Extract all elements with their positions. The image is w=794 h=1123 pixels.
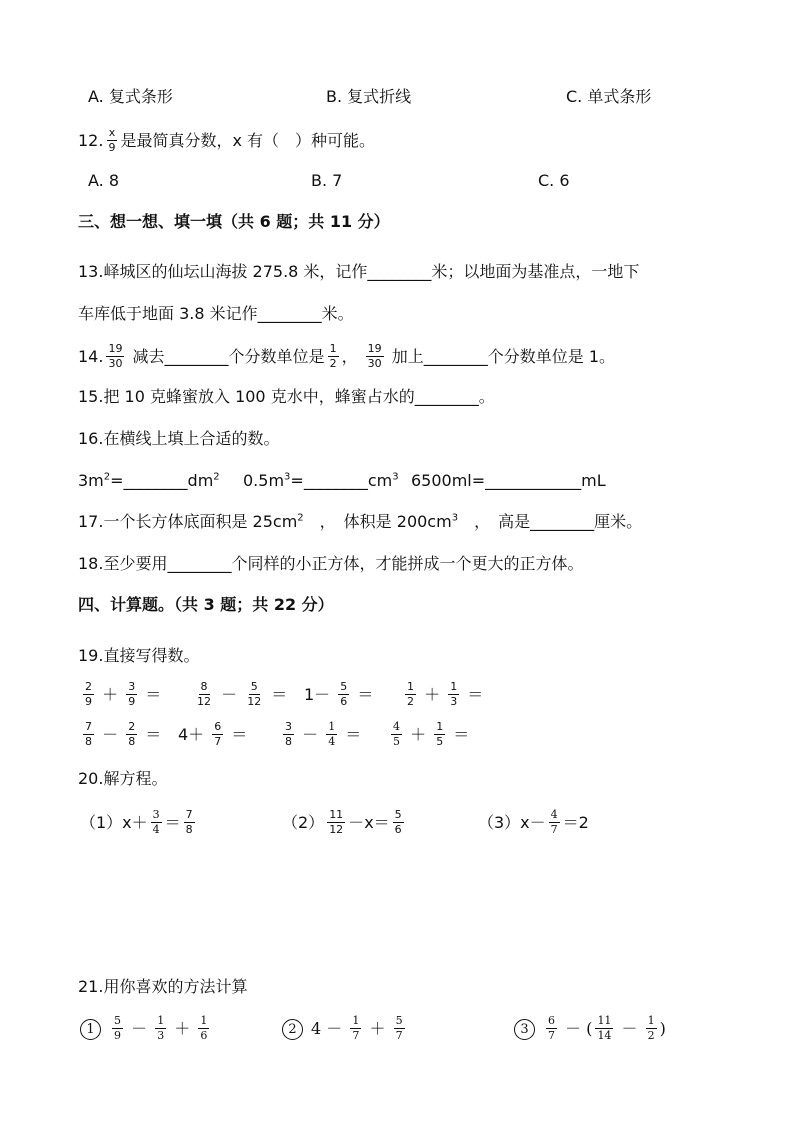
q13-line2: 车库低于地面 3.8 米记作________米。 <box>78 304 354 323</box>
q19-8-a-num: 4 <box>393 720 400 733</box>
q19-3-fraction <box>338 681 349 708</box>
q20-2-rden: 6 <box>394 823 402 836</box>
q19-5-fraction-b <box>126 721 137 748</box>
q14-number: 14. <box>78 347 104 366</box>
q19-2-eq: ＝ <box>271 685 288 704</box>
q19-8-op: ＋ <box>410 725 427 744</box>
q21-1-f2-num: 1 <box>157 1014 165 1027</box>
q19-1-b-num: 3 <box>128 680 136 693</box>
q16-a-sup2: 2 <box>213 471 220 483</box>
q21-3-f3 <box>646 1015 657 1042</box>
q12-option-a: A. 8 <box>88 171 120 190</box>
q16-b-sup2: 3 <box>392 471 399 483</box>
q21-1-f3-num: 1 <box>200 1014 208 1027</box>
q19-2-b-den: 12 <box>247 695 262 708</box>
q19-5-b-den: 8 <box>128 735 136 748</box>
q14-fraction-2 <box>328 343 339 370</box>
q21-item-2 <box>282 1016 408 1043</box>
q17-sup-a: 2 <box>297 512 304 524</box>
q21-3-f2 <box>595 1015 613 1042</box>
q19-5-a-num: 7 <box>85 720 92 733</box>
q21-3-f3-den: 2 <box>647 1029 655 1042</box>
q19-1-a-den: 9 <box>85 695 92 708</box>
q20-3-num: 4 <box>550 808 558 821</box>
q16-fill-b <box>243 470 399 492</box>
q21-1-f1-num: 5 <box>114 1014 121 1027</box>
q19-8-fraction-a <box>391 721 402 748</box>
q16-question: 16.在横线上填上合适的数。 <box>78 429 280 448</box>
q21-item-1 <box>80 1016 212 1043</box>
q21-1-f1-den: 9 <box>114 1029 121 1042</box>
q16-fill-c: 6500ml=____________mL <box>411 471 606 490</box>
q20-1-den: 4 <box>152 823 160 836</box>
q19-item-3 <box>304 682 373 709</box>
q21-2-f2-den: 7 <box>395 1029 403 1042</box>
q12-fraction <box>106 127 117 154</box>
q19-7-b-num: 1 <box>328 720 336 733</box>
q12-option-b: B. 7 <box>311 171 343 190</box>
q21-1-f3-den: 6 <box>200 1029 208 1042</box>
q19-7-op: － <box>302 725 319 744</box>
q19-7-fraction-b <box>326 721 337 748</box>
q20-3-mid: ＝2 <box>562 813 589 832</box>
q14-f2-denominator: 2 <box>329 357 337 370</box>
q19-6-pre: 4＋ <box>178 725 205 744</box>
q19-8-a-den: 5 <box>393 735 400 748</box>
q20-2-num: 11 <box>329 808 344 821</box>
q19-2-a-den: 12 <box>197 695 211 708</box>
q21-3-f3-num: 1 <box>647 1014 655 1027</box>
q16-a-pre: 3m <box>78 471 104 490</box>
q19-4-fraction-b <box>448 681 459 708</box>
q14-fraction-3 <box>366 343 384 370</box>
q19-2-fraction-a <box>195 681 213 708</box>
q13-line1: 13.峄城区的仙坛山海拔 275.8 米，记作________米；以地面为基准点，一地下 <box>78 262 640 281</box>
q12-option-c: C. 6 <box>538 171 570 190</box>
q19-8-b-den: 5 <box>436 735 444 748</box>
q16-b-sup: 3 <box>284 471 291 483</box>
q19-1-eq: ＝ <box>145 685 162 704</box>
q21-2-f1-den: 7 <box>352 1029 360 1042</box>
q19-8-eq: ＝ <box>453 725 470 744</box>
q19-4-fraction-a <box>405 681 416 708</box>
q19-6-eq: ＝ <box>231 725 248 744</box>
q19-item-7 <box>280 722 361 749</box>
q20-2-label: （2） <box>282 813 325 832</box>
q20-item-2 <box>282 810 407 837</box>
q21-3-f1-num: 6 <box>548 1014 555 1027</box>
q21-3-op1: － ( <box>565 1019 593 1038</box>
q21-1-f1 <box>112 1015 123 1042</box>
q19-3-den: 6 <box>340 695 348 708</box>
q17-text-b: ， 体积是 200cm <box>319 512 452 531</box>
q19-2-b-num: 5 <box>250 680 258 693</box>
q19-7-fraction-a <box>283 721 294 748</box>
q19-item-8 <box>388 722 469 749</box>
q16-a-sup: 2 <box>103 471 111 483</box>
q20-1-result <box>184 809 195 836</box>
q20-item-3 <box>478 810 589 837</box>
q19-4-a-den: 2 <box>407 695 414 708</box>
q19-4-eq: ＝ <box>467 685 484 704</box>
q20-1-num: 3 <box>152 808 160 821</box>
q21-2-f2-num: 5 <box>395 1014 403 1027</box>
q19-5-b-num: 2 <box>128 720 136 733</box>
q21-marker-1: 1 <box>80 1019 101 1040</box>
q19-7-eq: ＝ <box>345 725 362 744</box>
q19-7-a-den: 8 <box>285 735 292 748</box>
q19-7-b-den: 4 <box>328 735 336 748</box>
q21-1-f2-den: 3 <box>157 1029 165 1042</box>
q20-1-fraction <box>151 809 162 836</box>
q19-5-a-den: 8 <box>85 735 92 748</box>
q21-1-f2 <box>155 1015 166 1042</box>
q12-question <box>78 128 375 155</box>
q20-question: 20.解方程。 <box>78 769 168 788</box>
section3-title: 三、想一想、填一填（共 6 题；共 11 分） <box>78 212 390 231</box>
q12-number: 12. <box>78 131 104 150</box>
q19-1-b-den: 9 <box>128 695 136 708</box>
q19-item-6 <box>178 722 247 749</box>
q19-4-b-den: 3 <box>450 695 458 708</box>
q14-f1-denominator: 30 <box>108 357 123 370</box>
q12-fraction-denominator: 9 <box>108 141 116 154</box>
q21-3-op2: － <box>621 1019 638 1038</box>
q20-2-result <box>393 809 404 836</box>
q19-1-op: ＋ <box>102 685 119 704</box>
q21-item-3 <box>514 1016 666 1043</box>
q21-2-op: ＋ <box>369 1019 386 1038</box>
q19-item-4 <box>402 682 483 709</box>
q12-fraction-numerator: x <box>108 126 116 139</box>
q20-2-mid: －x＝ <box>348 813 390 832</box>
q14-f1-numerator: 19 <box>108 342 123 355</box>
q19-3-num: 5 <box>340 680 348 693</box>
q19-2-op: － <box>221 685 238 704</box>
q19-1-fraction-a <box>83 681 94 708</box>
q21-2-f1-num: 1 <box>352 1014 360 1027</box>
q20-2-den: 12 <box>329 823 344 836</box>
q19-2-a-num: 8 <box>200 680 208 693</box>
q17-text-a: 17.一个长方体底面积是 25cm <box>78 512 298 531</box>
q11-option-c: C. 单式条形 <box>566 87 652 106</box>
q20-3-label: （3）x－ <box>478 813 546 832</box>
q16-b-pre: 0.5m <box>243 471 285 490</box>
q19-4-a-num: 1 <box>407 680 414 693</box>
q21-marker-3: 3 <box>514 1019 535 1040</box>
q12-text: 是最简真分数，x 有（ ）种可能。 <box>120 131 376 150</box>
q20-1-mid: ＝ <box>164 813 181 832</box>
q21-2-pre: 4 － <box>311 1019 343 1038</box>
q20-2-fraction <box>327 809 345 836</box>
q21-3-f1-den: 7 <box>548 1029 555 1042</box>
q17-text-c: ， 高是________厘米。 <box>474 512 643 531</box>
q19-5-fraction-a <box>83 721 94 748</box>
q19-3-eq: ＝ <box>357 685 374 704</box>
q17-question <box>78 511 642 533</box>
q17-sup-b: 3 <box>451 512 459 524</box>
q14-text-3: 加上________个分数单位是 1。 <box>391 347 616 366</box>
q21-1-f3 <box>198 1015 209 1042</box>
q14-question <box>78 344 615 371</box>
q20-2-rnum: 5 <box>394 808 402 821</box>
q14-fraction-1 <box>106 343 124 370</box>
q20-1-rnum: 7 <box>185 808 193 821</box>
q21-1-op2: ＋ <box>174 1019 191 1038</box>
q19-item-2 <box>192 682 287 709</box>
q16-fill-a <box>78 470 220 492</box>
q19-3-pre: 1－ <box>304 685 331 704</box>
q14-text-2: ， <box>341 347 358 366</box>
q19-1-fraction-b <box>126 681 137 708</box>
q16-a-mid: =________dm <box>110 471 214 490</box>
q14-text-1: 减去________个分数单位是 <box>132 347 325 366</box>
q14-f3-denominator: 30 <box>367 357 382 370</box>
q20-3-den: 7 <box>550 823 558 836</box>
q21-2-f2 <box>394 1015 405 1042</box>
q19-4-b-num: 1 <box>450 680 458 693</box>
q19-6-den: 7 <box>214 735 222 748</box>
q21-3-f2-den: 14 <box>597 1029 612 1042</box>
q19-7-a-num: 3 <box>285 720 292 733</box>
q20-1-label: （1）x＋ <box>80 813 148 832</box>
q19-item-1 <box>80 682 161 709</box>
section4-title: 四、计算题。（共 3 题；共 22 分） <box>78 595 334 614</box>
q19-8-fraction-b <box>434 721 445 748</box>
q20-3-fraction <box>549 809 560 836</box>
q19-4-op: ＋ <box>424 685 441 704</box>
q19-5-eq: ＝ <box>145 725 162 744</box>
q19-1-a-num: 2 <box>85 680 92 693</box>
q21-3-f2-num: 11 <box>597 1014 612 1027</box>
q19-6-num: 6 <box>214 720 222 733</box>
q14-f2-numerator: 1 <box>329 342 337 355</box>
q15-question: 15.把 10 克蜂蜜放入 100 克水中，蜂蜜占水的________。 <box>78 387 495 406</box>
q21-2-f1 <box>350 1015 361 1042</box>
q19-question: 19.直接写得数。 <box>78 646 200 665</box>
q16-b-mid: =________cm <box>290 471 393 490</box>
q19-5-op: － <box>102 725 119 744</box>
q19-2-fraction-b <box>245 681 263 708</box>
q11-option-a: A. 复式条形 <box>88 87 173 106</box>
q21-3-close: ) <box>659 1019 666 1038</box>
q19-item-5 <box>80 722 161 749</box>
q11-option-b: B. 复式折线 <box>326 87 412 106</box>
q20-1-rden: 8 <box>185 823 193 836</box>
q21-marker-2: 2 <box>282 1019 303 1040</box>
q21-3-f1 <box>546 1015 557 1042</box>
q19-8-b-num: 1 <box>436 720 444 733</box>
q18-question: 18.至少要用________个同样的小正方体，才能拼成一个更大的正方体。 <box>78 554 584 573</box>
q21-1-op1: － <box>131 1019 148 1038</box>
q19-6-fraction <box>212 721 223 748</box>
q20-item-1 <box>80 810 198 837</box>
q14-f3-numerator: 19 <box>367 342 382 355</box>
q21-question: 21.用你喜欢的方法计算 <box>78 977 248 996</box>
